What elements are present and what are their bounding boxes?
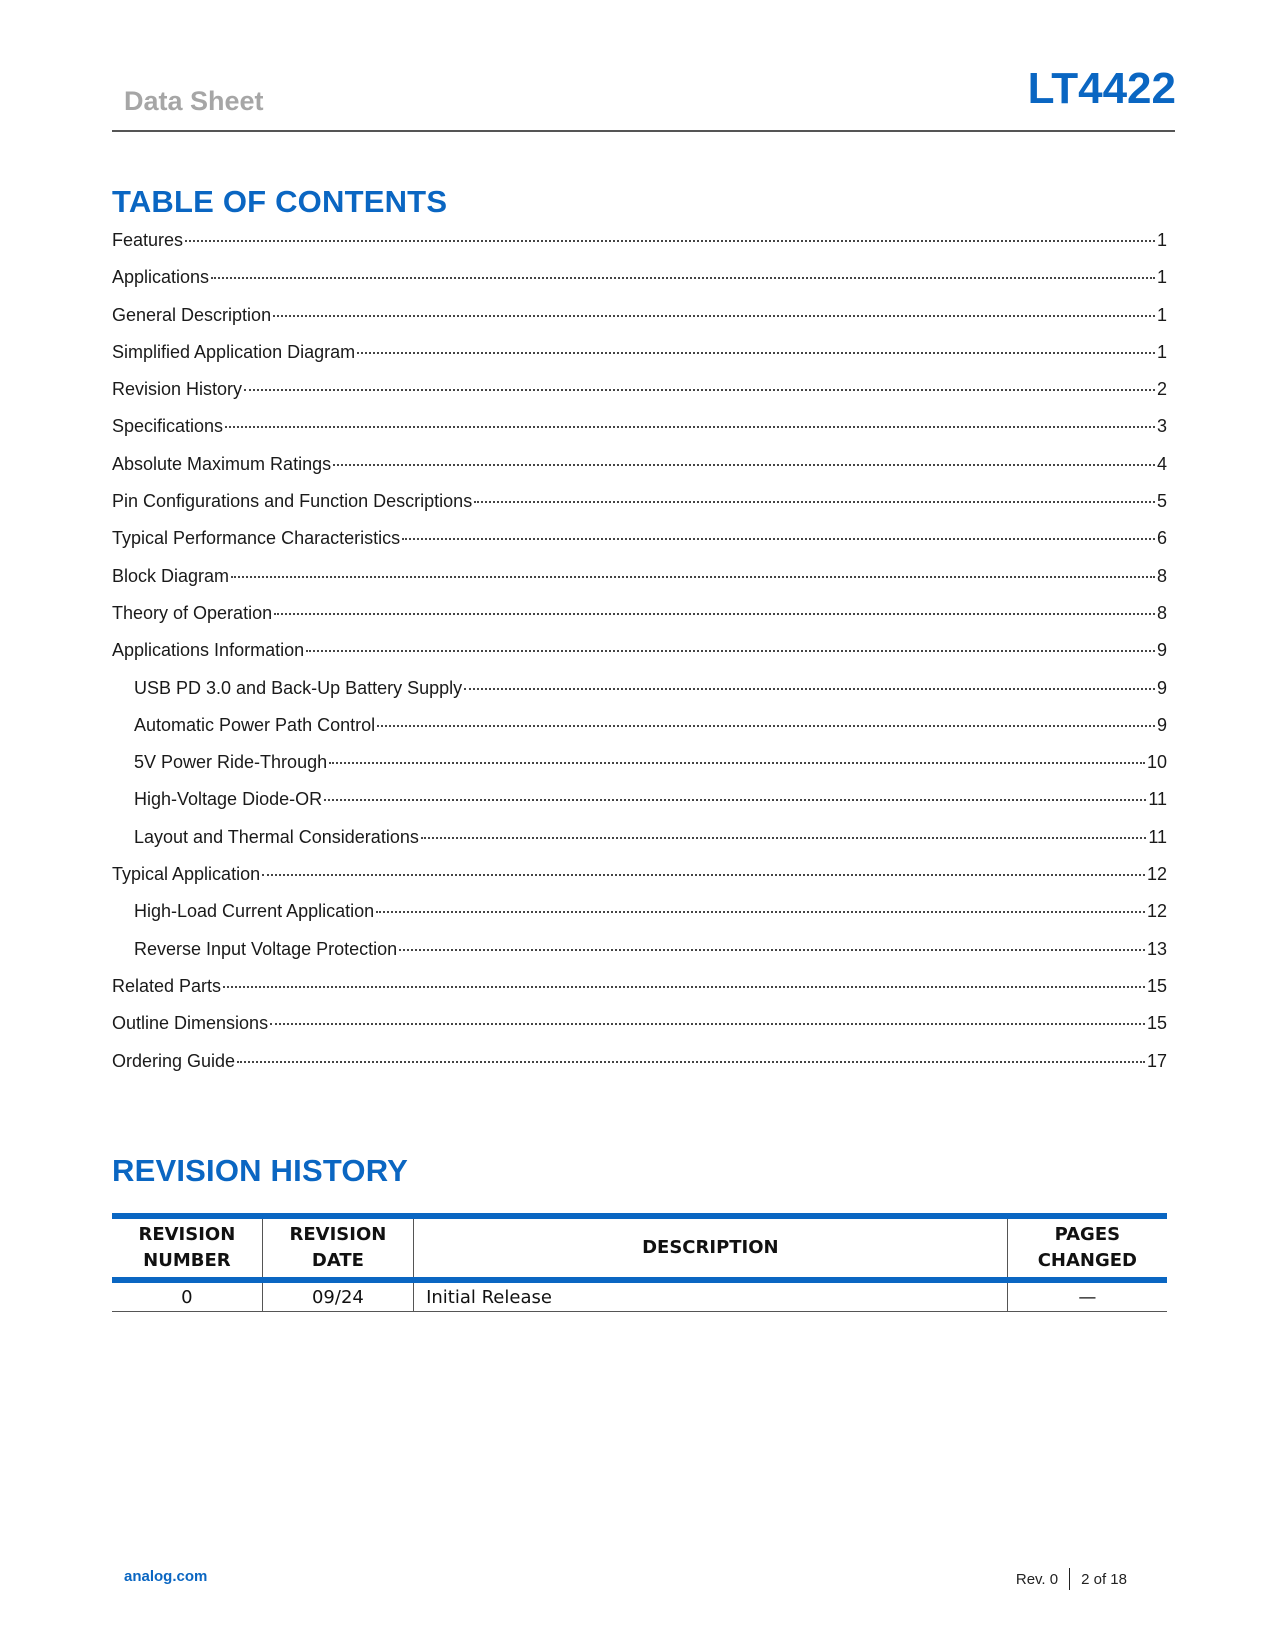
toc-entry[interactable] [112,230,1167,267]
description-cell: Initial Release [414,1280,1008,1312]
toc-entry-page: 1 [1156,230,1167,250]
toc-entry-label: Typical Performance Characteristics [112,528,401,549]
toc-dot-leader [399,949,1145,951]
toc-entry-label: Features [112,230,184,250]
toc-entry[interactable] [112,342,1167,379]
toc-entry[interactable] [112,528,1167,565]
toc-entry-page: 15 [1146,975,1167,996]
toc-entry-label: High-Load Current Application [134,901,375,922]
page-number: 2 of 18 [1081,1570,1127,1588]
toc-dot-leader [333,464,1155,466]
toc-entry-label: Pin Configurations and Function Descriptions [112,491,473,512]
toc-entry-label: Typical Application [112,864,261,885]
toc-entry[interactable] [112,454,1167,491]
toc-entry[interactable] [112,864,1167,901]
toc-entry-label: Layout and Thermal Considerations [134,826,419,847]
revision-label: Rev. 0 [1015,1570,1059,1588]
toc-entry-page: 2 [1156,379,1167,400]
toc-entry[interactable] [112,416,1167,453]
toc-dot-leader [402,538,1155,540]
toc-entry[interactable] [112,267,1167,304]
toc-entry-page: 9 [1156,677,1167,698]
toc-entry-page: 8 [1156,565,1167,586]
toc-entry-label: General Description [112,304,272,325]
pages-changed-cell: — [1007,1280,1167,1312]
toc-entry-label: USB PD 3.0 and Back-Up Battery Supply [134,677,463,698]
toc-entry-label: Specifications [112,416,224,437]
toc-entry-label: High-Voltage Diode-OR [134,789,323,810]
toc-dot-leader [223,986,1145,988]
toc-entry-label: Simplified Application Diagram [112,341,356,362]
revision-history-title: REVISION HISTORY [112,1153,409,1188]
toc-dot-leader [464,688,1155,690]
toc-entry[interactable] [112,901,1167,938]
toc-entry-page: 11 [1148,789,1167,810]
toc-entry-page: 1 [1156,267,1167,288]
toc-entry-label: Theory of Operation [112,602,273,623]
toc-entry-page: 10 [1146,752,1167,773]
footer-divider [1069,1568,1070,1590]
toc-title: TABLE OF CONTENTS [112,184,448,219]
toc-entry[interactable] [112,939,1167,976]
toc-entry[interactable] [112,379,1167,416]
toc-entry[interactable] [112,1013,1167,1050]
toc-dot-leader [270,1023,1145,1025]
toc-dot-leader [211,277,1155,279]
document-type: Data Sheet [124,86,264,116]
toc-entry-label: Outline Dimensions [112,1013,269,1034]
toc-dot-leader [324,799,1146,801]
toc-dot-leader [274,613,1155,615]
table-row [112,1280,1167,1312]
header-revision-date: REVISION DATE [262,1216,413,1280]
header-description: DESCRIPTION [414,1216,1008,1280]
toc-entry-page: 13 [1146,938,1167,959]
revision-number-cell: 0 [112,1280,262,1312]
toc-entry[interactable] [112,752,1167,789]
toc-entry-label: 5V Power Ride-Through [134,752,328,773]
toc-entry-label: Related Parts [112,975,222,996]
toc-entry-label: Reverse Input Voltage Protection [134,938,398,959]
toc-entry-label: Absolute Maximum Ratings [112,453,332,474]
toc-dot-leader [376,911,1145,913]
toc-entry[interactable] [112,603,1167,640]
toc-entry[interactable] [112,827,1167,864]
toc-dot-leader [306,650,1155,652]
toc-entry-page: 3 [1156,416,1167,437]
toc-entry-page: 15 [1146,1013,1167,1034]
toc-dot-leader [273,315,1155,317]
header-pages-changed: PAGES CHANGED [1007,1216,1167,1280]
toc-entry-label: Applications Information [112,640,305,661]
revision-history-table [112,1213,1167,1312]
toc-entry-label: Automatic Power Path Control [134,714,376,735]
toc-dot-leader [225,426,1155,428]
toc-entry-label: Ordering Guide [112,1050,236,1071]
toc-dot-leader [329,762,1145,764]
part-number: LT4422 [1027,64,1176,113]
toc-dot-leader [357,352,1155,354]
toc-dot-leader [231,576,1155,578]
toc-entry-page: 1 [1156,341,1167,362]
toc-entry[interactable] [112,1051,1167,1088]
toc-dot-leader [474,501,1155,503]
header-divider [112,130,1175,132]
table-header-row [112,1216,1167,1280]
toc-entry-label: Revision History [112,379,243,400]
toc-entry[interactable] [112,789,1167,826]
toc-entry[interactable] [112,566,1167,603]
toc-entry-page: 5 [1156,491,1167,512]
toc-entry[interactable] [112,715,1167,752]
table-of-contents [112,230,1167,1088]
toc-dot-leader [237,1061,1145,1063]
toc-entry-page: 12 [1146,864,1167,885]
toc-entry-label: Block Diagram [112,565,230,586]
revision-date-cell: 09/24 [262,1280,413,1312]
toc-entry-page: 1 [1156,304,1167,325]
toc-entry-page: 11 [1148,826,1167,847]
toc-entry[interactable] [112,491,1167,528]
toc-entry-page: 6 [1156,528,1167,549]
toc-entry[interactable] [112,678,1167,715]
page-footer [1016,1568,1127,1590]
toc-entry[interactable] [112,305,1167,342]
header-revision-number: REVISION NUMBER [112,1216,262,1280]
toc-entry-page: 12 [1146,901,1167,922]
toc-dot-leader [244,389,1155,391]
toc-dot-leader [262,874,1145,876]
toc-dot-leader [377,725,1155,727]
toc-entry-label: Applications [112,267,210,288]
website-link[interactable]: analog.com [124,1568,208,1585]
toc-entry[interactable] [112,976,1167,1013]
toc-dot-leader [421,837,1146,839]
toc-entry-page: 9 [1156,714,1167,735]
toc-entry-page: 4 [1156,453,1167,474]
toc-entry-page: 17 [1146,1050,1167,1071]
toc-dot-leader [185,240,1155,242]
toc-entry-page: 8 [1156,602,1167,623]
toc-entry-page: 9 [1156,640,1167,661]
toc-entry[interactable] [112,640,1167,677]
